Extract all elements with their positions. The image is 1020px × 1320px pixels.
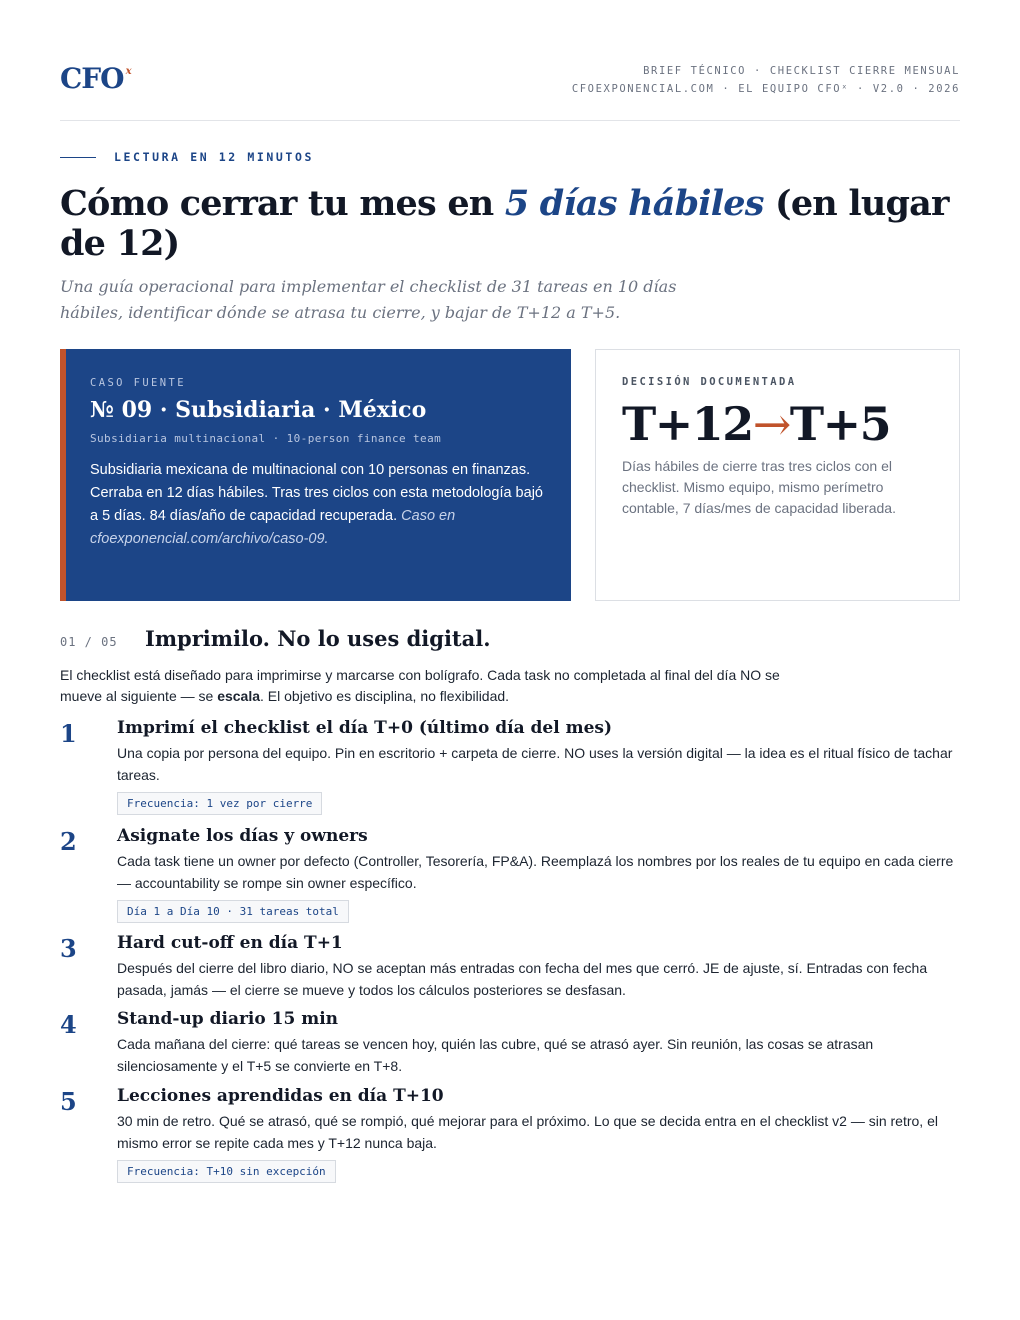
logo-mark: x (125, 65, 132, 77)
step-content (117, 1085, 960, 1183)
step-number: 1 (60, 719, 77, 748)
case-label: CASO FUENTE (90, 377, 186, 389)
decision-to: T+5 (789, 397, 891, 451)
step-content (117, 717, 960, 815)
section-intro (60, 665, 790, 707)
step-text: Cada task tiene un owner por defecto (Controller, Tesorería, FP&A). Reemplazá los nombres por los reales de tu equipo en cada cierre — accountability se rompe sin owner específico. (117, 853, 954, 891)
logo[interactable] (60, 62, 132, 95)
title-highlight: 5 días hábiles (504, 183, 764, 224)
step-number: 2 (60, 827, 77, 856)
case-body (90, 459, 547, 551)
step-chip: Frecuencia: 1 vez por cierre (117, 792, 322, 815)
intro-text-2: . El objetivo es disciplina, no flexibilidad. (260, 688, 510, 704)
kicker-text: LECTURA EN 12 MINUTOS (114, 150, 314, 164)
step-number: 3 (60, 934, 77, 963)
decision-from: T+12 (622, 397, 753, 451)
step-title: Stand-up diario 15 min (117, 1009, 339, 1029)
decision-label: DECISIÓN DOCUMENTADA (622, 376, 797, 388)
title-part-2: (en lugar de 12) (60, 183, 949, 264)
step-chip: Frecuencia: T+10 sin excepción (117, 1160, 336, 1183)
step-content (117, 932, 960, 1001)
step-text: Después del cierre del libro diario, NO se aceptan más entradas con fecha del mes que cerró. JE de ajuste, sí. Entradas con fecha pasada, jamás — el cierre se mueve y todos los cálculos posteriores se desfasan. (117, 960, 928, 998)
subtitle: Una guía operacional para implementar el checklist de 31 tareas en 10 días hábiles, identificar dónde se atrasa tu cierre, y bajar de T+12 a T+5. (60, 277, 677, 322)
step-content (117, 1008, 960, 1077)
step-text: Cada mañana del cierre: qué tareas se vencen hoy, quién las cubre, qué se atrasó ayer. Sin reunión, las cosas se atrasan silenciosamente y el T+5 se convierte en T+8. (117, 1036, 874, 1074)
kicker-rule (60, 157, 96, 158)
page (60, 0, 960, 1178)
meta-line-2: CFOEXPONENCIAL.COM · EL EQUIPO CFOˣ · V2.0 · 2026 (571, 83, 960, 95)
section-header (60, 626, 491, 651)
section-title: Imprimilo. No lo uses digital. (145, 626, 491, 651)
header-meta (572, 62, 960, 98)
step-title: Asignate los días y owners (117, 826, 368, 846)
step-title: Lecciones aprendidas en día T+10 (117, 1086, 444, 1106)
reading-time-kicker (60, 150, 314, 164)
arrow-right-icon: → (752, 397, 790, 451)
title-part-1: Cómo cerrar tu mes en (60, 183, 505, 224)
step-title: Hard cut-off en día T+1 (117, 933, 343, 953)
meta-line-1: BRIEF TÉCNICO · CHECKLIST CIERRE MENSUAL (643, 65, 960, 77)
case-tag: Subsidiaria multinacional · 10-person finance team (90, 432, 442, 445)
decision-metric (622, 396, 933, 452)
step-number: 4 (60, 1010, 77, 1039)
section-number: 01 / 05 (60, 635, 118, 649)
case-source-link[interactable]: Caso en cfoexponencial.com/archivo/caso-09. (90, 508, 456, 547)
case-name: № 09 · Subsidiaria · México (90, 397, 427, 423)
decision-card (595, 349, 960, 601)
header (60, 0, 960, 121)
step-text: 30 min de retro. Qué se atrasó, qué se rompió, qué mejorar para el próximo. Lo que se decida entra en el checklist v2 — sin retro, el mismo error se repite cada mes y T+12 nunca baja. (117, 1113, 938, 1151)
step-content (117, 825, 960, 923)
case-card (60, 349, 571, 601)
step-text: Una copia por persona del equipo. Pin en escritorio + carpeta de cierre. NO uses la versión digital — la idea es el ritual físico de tachar tareas. (117, 745, 953, 783)
intro-bold: escala (217, 688, 261, 704)
page-title (60, 184, 965, 264)
step-number: 5 (60, 1087, 77, 1116)
case-body-text: Subsidiaria mexicana de multinacional con 10 personas en finanzas. Cerraba en 12 días hábiles. Tras tres ciclos con esta metodología bajó a 5 días. 84 días/año de capacidad recuperada. (90, 462, 543, 524)
logo-text: CFO (60, 62, 124, 95)
step-chip: Día 1 a Día 10 · 31 tareas total (117, 900, 349, 923)
decision-desc: Días hábiles de cierre tras tres ciclos con el checklist. Mismo equipo, mismo perímetro contable, 7 días/mes de capacidad liberada. (622, 458, 896, 516)
step-title: Imprimí el checklist el día T+0 (último día del mes) (117, 718, 613, 738)
intro-text-1: El checklist está diseñado para imprimirse y marcarse con bolígrafo. Cada task no completada al final del día NO se mueve al siguiente — se (60, 667, 780, 704)
